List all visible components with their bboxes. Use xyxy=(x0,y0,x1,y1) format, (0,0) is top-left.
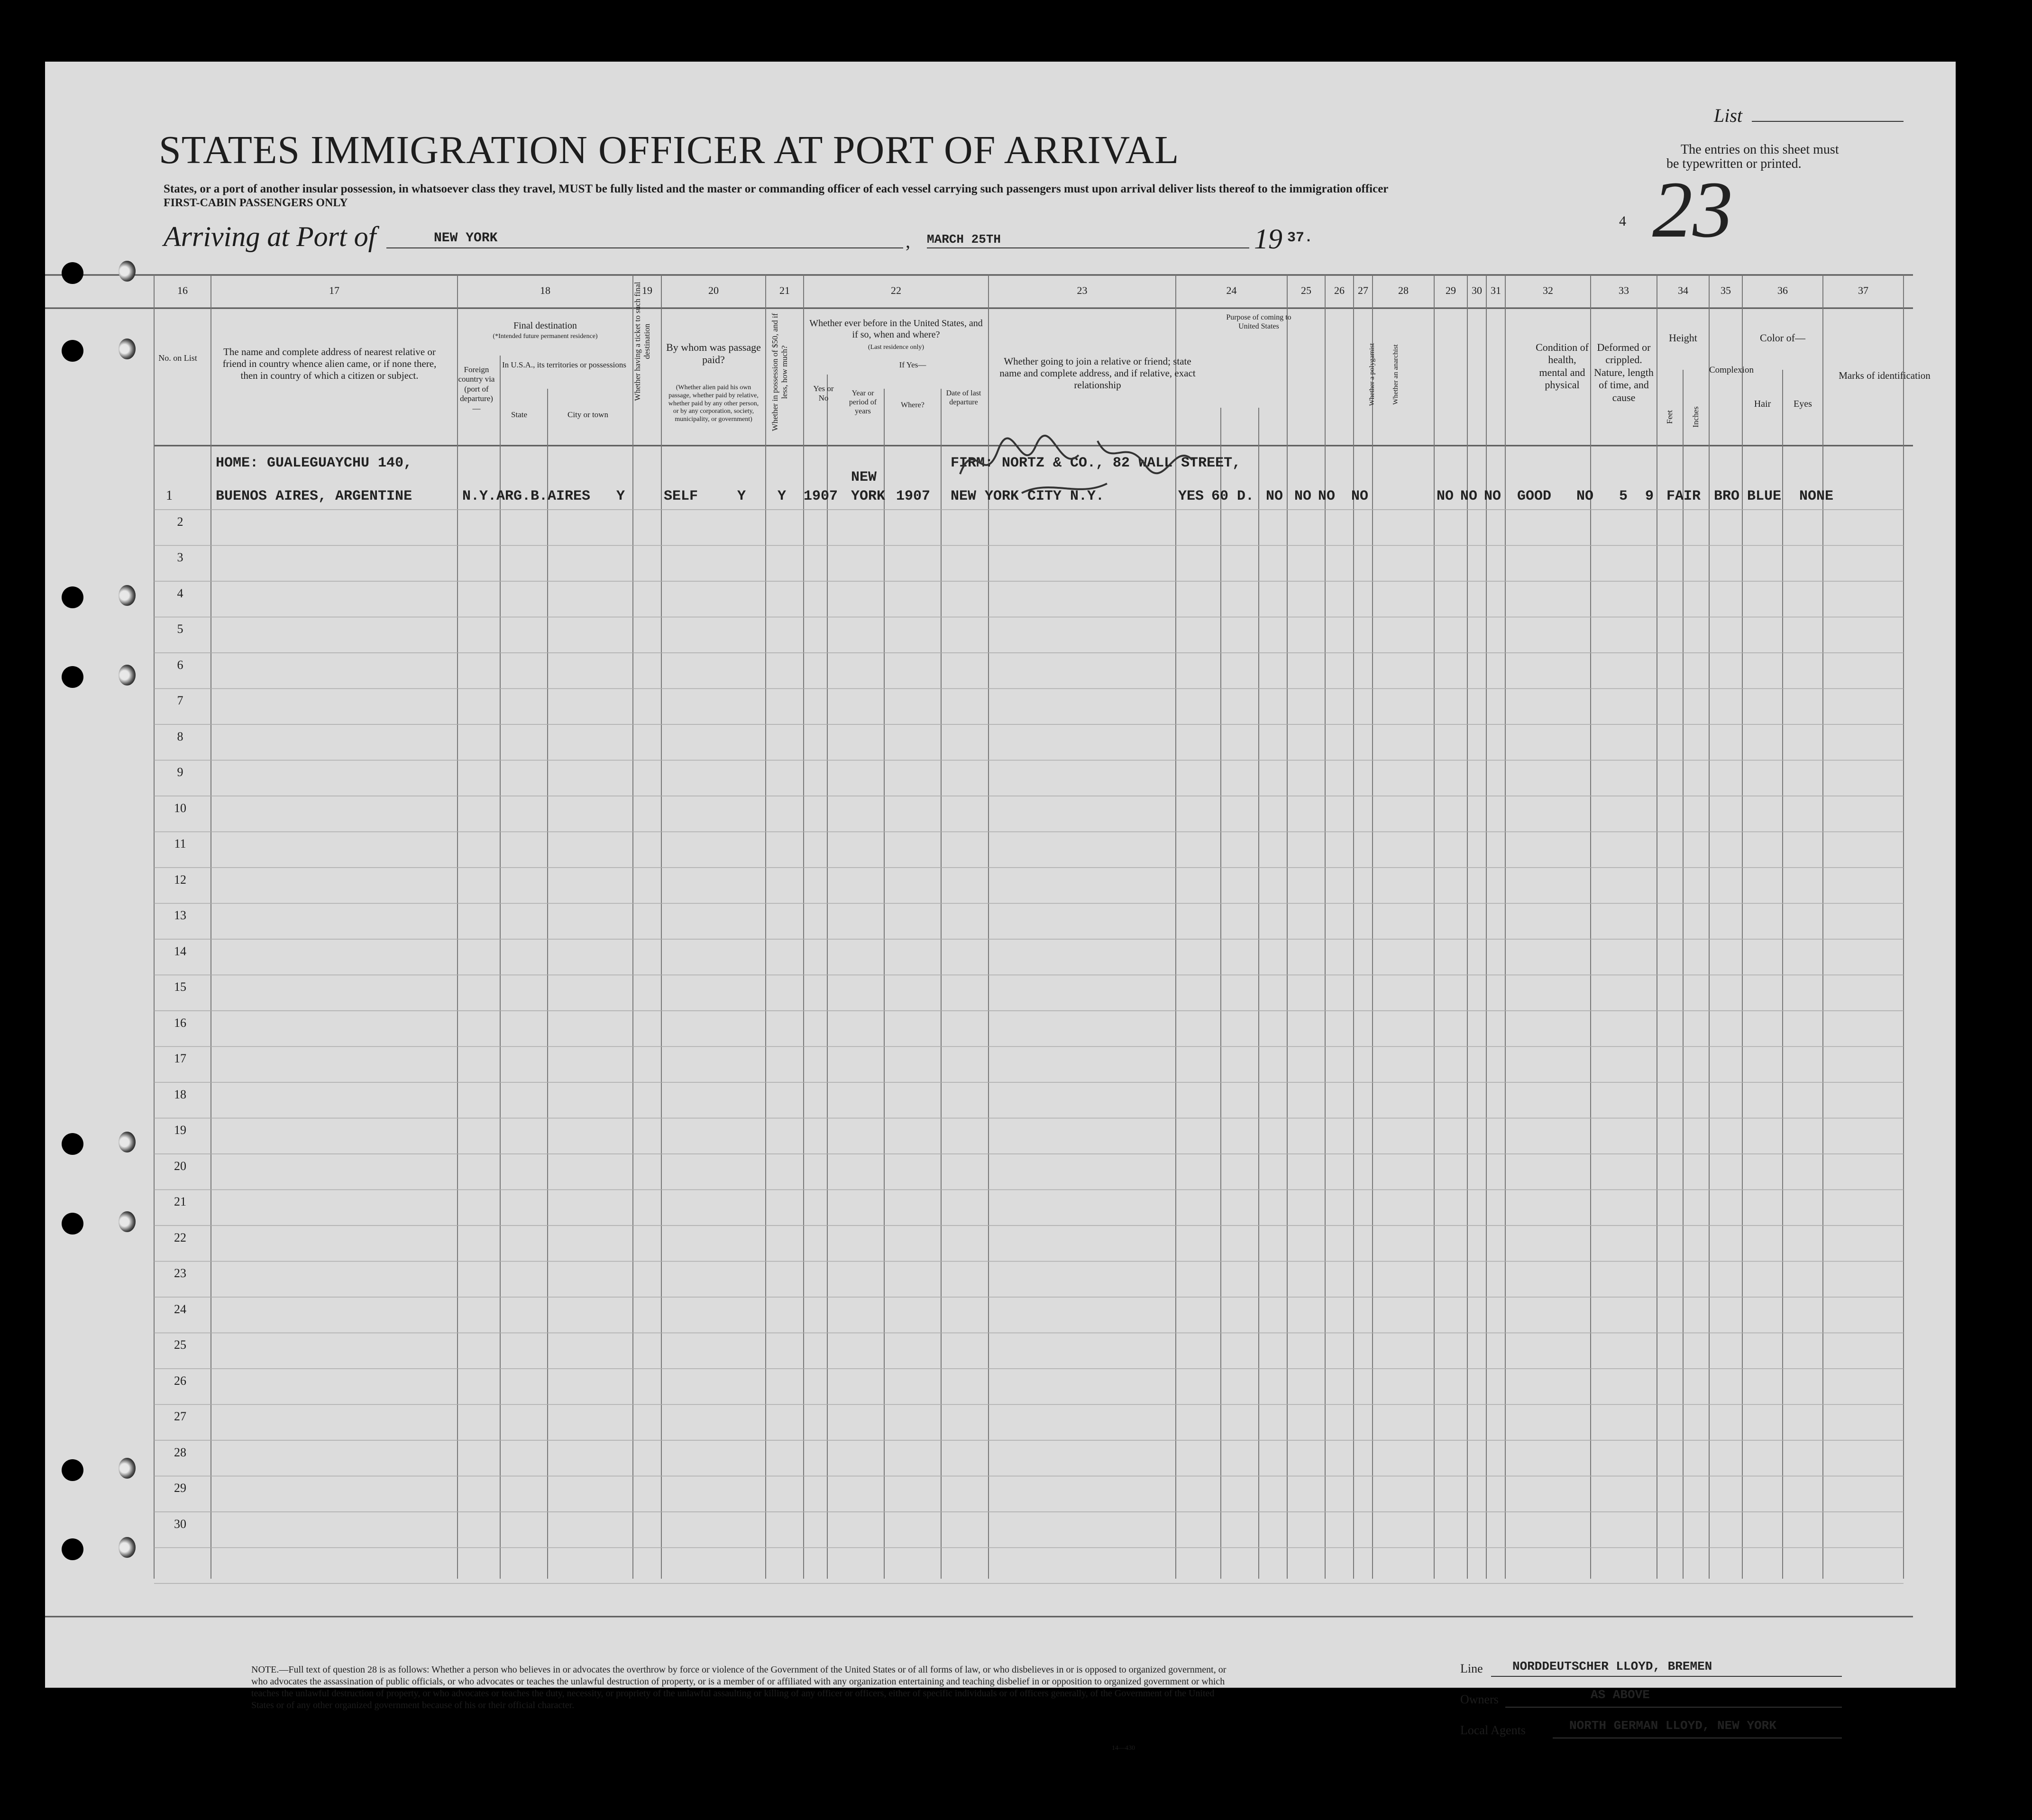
col-18-state: State xyxy=(511,410,527,419)
arrival-date: MARCH 25TH xyxy=(927,232,1001,247)
binder-hole xyxy=(62,666,83,688)
col-36-label: Color of— xyxy=(1760,332,1805,344)
row-number: 23 xyxy=(174,1266,186,1280)
line-value: NORDDEUTSCHER LLOYD, BREMEN xyxy=(1512,1659,1712,1674)
col-18-sub: (*Intended future permanent residence) xyxy=(493,333,598,340)
agents-label: Local Agents xyxy=(1460,1723,1526,1737)
row1-address-line1: HOME: GUALEGUAYCHU 140, xyxy=(216,455,412,471)
col-34-feet: Feet xyxy=(1665,410,1674,424)
row1-feet: 5 xyxy=(1619,488,1628,504)
agents-value: NORTH GERMAN LLOYD, NEW YORK xyxy=(1569,1719,1776,1733)
sheet-number-small: 4 xyxy=(1619,213,1626,229)
binder-hole xyxy=(62,1213,83,1235)
row1-deformed: NO xyxy=(1576,488,1594,504)
col-16-label: No. on List xyxy=(158,353,197,363)
binder-hole-reinforcement xyxy=(119,1537,136,1558)
column-number: 23 xyxy=(1077,284,1088,296)
column-number: 19 xyxy=(642,284,652,296)
column-number: 27 xyxy=(1358,284,1368,296)
row1-complexion: FAIR xyxy=(1666,488,1701,504)
row1-c28: NO xyxy=(1351,488,1369,504)
row-number: 5 xyxy=(177,622,183,636)
col-27-label: Whether an anarchist xyxy=(1392,344,1400,405)
comma: , xyxy=(906,230,910,252)
row1-length: 60 D. xyxy=(1211,488,1254,504)
row1-c29: NO xyxy=(1437,488,1454,504)
row-number: 20 xyxy=(174,1159,186,1173)
row-number: 8 xyxy=(177,729,183,743)
binder-hole-reinforcement xyxy=(119,585,136,606)
column-number: 26 xyxy=(1334,284,1345,296)
arrival-port: NEW YORK xyxy=(434,231,498,246)
row1-c31: NO xyxy=(1484,488,1501,504)
col-36-hair: Hair xyxy=(1754,399,1771,409)
footer-note: NOTE.—Full text of question 28 is as follows: Whether a person who believes in or advocates the overthrow by force or violence of the Government of the United States or of all forms of law, or who disbelieves in or is opposed to organized government, or who advocates the assassination of public officials, or who advocates or teaches the unlawful destruction of property, or is a member of or affiliated with any organization entertaining and teaching disbelief in or opposition to organized government or which teaches the unlawful destruction of property, or who advocates or teaches the duty, necessity, or propriety of the unlawful assaulting or killing of any officer or officers, either of specific individuals or of officers generally, of the Government of the United States or of any other organized government because of his or their official character. xyxy=(251,1665,1227,1710)
row-number: 2 xyxy=(177,514,183,529)
column-number: 24 xyxy=(1226,284,1237,296)
binder-hole-reinforcement xyxy=(119,338,136,359)
col-34-inches: Inches xyxy=(1691,406,1700,428)
row-number: 30 xyxy=(174,1517,186,1531)
row-number: 6 xyxy=(177,658,183,672)
row-number: 26 xyxy=(174,1373,186,1388)
row1-inches: 9 xyxy=(1645,488,1654,504)
column-number: 30 xyxy=(1472,284,1482,296)
column-number: 17 xyxy=(329,284,339,296)
row-number: 18 xyxy=(174,1087,186,1101)
row-number: 11 xyxy=(174,837,186,851)
binder-hole xyxy=(62,1459,83,1481)
typewritten-note-1: The entries on this sheet must xyxy=(1681,142,1839,157)
row1-money: Y xyxy=(737,488,746,504)
binder-hole-reinforcement xyxy=(119,665,136,686)
column-number: 28 xyxy=(1398,284,1409,296)
col-23-label: Whether going to join a relative or friend; state name and complete address, and if relative, exact relationship xyxy=(999,356,1196,391)
row-number: 29 xyxy=(174,1481,186,1495)
manifest-grid xyxy=(45,62,1956,1688)
col-37-label: Marks of identification xyxy=(1839,370,1931,381)
row1-health: GOOD xyxy=(1517,488,1552,504)
row1-been-before: Y xyxy=(778,488,787,504)
row-number: 10 xyxy=(174,801,186,815)
binder-hole xyxy=(62,586,83,608)
column-number: 18 xyxy=(540,284,550,296)
column-number: 35 xyxy=(1721,284,1731,296)
row1-destination: N.Y.ARG.B.AIRES xyxy=(462,488,591,504)
binder-hole-reinforcement xyxy=(119,1211,136,1232)
column-number: 29 xyxy=(1446,284,1456,296)
col-21-label: Whether in possession of $50, and if less, how much? xyxy=(770,313,789,431)
row1-eyes: BLUE xyxy=(1747,488,1782,504)
row-number: 21 xyxy=(174,1195,186,1208)
column-number: 37 xyxy=(1858,284,1868,296)
col-22-label: Whether ever before in the United States, and if so, when and where? xyxy=(809,318,983,340)
col-18-usa: In U.S.A., its territories or possessions xyxy=(502,360,627,369)
column-number: 22 xyxy=(891,284,901,296)
column-number: 16 xyxy=(177,284,188,296)
binder-hole xyxy=(62,1538,83,1560)
year-prefix: 19 xyxy=(1254,223,1282,255)
binder-hole xyxy=(62,1133,83,1155)
row-number: 13 xyxy=(174,908,186,922)
typewritten-note-2: be typewritten or printed. xyxy=(1666,156,1802,171)
row-number: 25 xyxy=(174,1338,186,1352)
row-number: 15 xyxy=(174,980,186,994)
col-17-label: The name and complete address of nearest relative or friend in country whence alien came, or if none there, then in country of which a citizen or subject. xyxy=(222,346,437,382)
column-number: 32 xyxy=(1543,284,1553,296)
col-22-year: Year or period of years xyxy=(849,389,877,416)
row1-c27: NO xyxy=(1318,488,1336,504)
row-number: 16 xyxy=(174,1015,186,1030)
column-number: 36 xyxy=(1777,284,1788,296)
row-number: 27 xyxy=(174,1409,186,1423)
row1-c26: NO xyxy=(1294,488,1312,504)
row-number: 19 xyxy=(174,1123,186,1137)
row1-marks: NONE xyxy=(1799,488,1834,504)
column-number: 33 xyxy=(1619,284,1629,296)
line-label: Line xyxy=(1460,1662,1483,1675)
row1-c25: NO xyxy=(1266,488,1283,504)
handwritten-signature xyxy=(955,422,1202,503)
row1-number: 1 xyxy=(166,488,173,503)
owners-underline xyxy=(1505,1707,1842,1708)
row1-address-line2: BUENOS AIRES, ARGENTINE xyxy=(216,488,412,504)
row1-hair: BRO xyxy=(1714,488,1740,504)
row1-passage: SELF xyxy=(664,488,698,504)
column-number: 25 xyxy=(1301,284,1311,296)
page-title: STATES IMMIGRATION OFFICER AT PORT OF ARRIVAL xyxy=(159,128,1180,172)
year-suffix: 37. xyxy=(1287,230,1313,246)
first-cabin-label: FIRST-CABIN PASSENGERS ONLY xyxy=(164,197,348,209)
row-number: 24 xyxy=(174,1302,186,1316)
row-number: 12 xyxy=(174,872,186,887)
row1-where-line2: YORK xyxy=(851,488,886,504)
col-20-label: By whom was passage paid? xyxy=(666,341,761,366)
binder-hole-reinforcement xyxy=(119,1132,136,1152)
list-label: List xyxy=(1714,105,1743,126)
binder-hole xyxy=(62,262,83,284)
row1-where-line1: NEW xyxy=(851,469,877,485)
col-22-where: Where? xyxy=(901,401,924,409)
col-22-departure: Date of last departure xyxy=(946,389,981,407)
column-number: 34 xyxy=(1678,284,1688,296)
row-number: 9 xyxy=(177,765,183,779)
col-20-sub: (Whether alien paid his own passage, whether paid by relative, whether paid by any other person, or by any corporation, society, municipality, or government) xyxy=(668,384,759,423)
row-number: 4 xyxy=(177,586,183,600)
col-22-sub: (Last residence only) xyxy=(868,344,924,351)
row-number: 14 xyxy=(174,944,186,958)
line-underline xyxy=(1491,1676,1842,1677)
row-number: 22 xyxy=(174,1230,186,1244)
row1-join-line2: NEW YORK CITY N.Y. xyxy=(951,488,1105,504)
arriving-label: Arriving at Port of xyxy=(164,221,376,252)
col-24-label: Purpose of coming to United States xyxy=(1226,313,1291,331)
binder-hole xyxy=(62,340,83,362)
column-number: 31 xyxy=(1491,284,1501,296)
col-22-yes-no: Yes or No xyxy=(813,384,834,403)
row1-c30: NO xyxy=(1460,488,1478,504)
col-26-label: Whether a polygamist xyxy=(1368,343,1376,406)
binder-hole-reinforcement xyxy=(119,261,136,282)
sheet-number-handwritten: 23 xyxy=(1652,165,1733,254)
row1-join-line1: FIRM: NORTZ & CO., 82 WALL STREET, xyxy=(951,455,1241,471)
row1-ticket: Y xyxy=(616,488,625,504)
col-19-label: Whether having a ticket to such final destination xyxy=(633,282,652,401)
header-instructions: States, or a port of another insular possession, in whatsoever class they travel, MUST be fully listed and the master or commanding officer of each vessel carrying such passengers must upon arrival deliver lists thereof to the immigration officer xyxy=(164,183,1389,195)
owners-label: Owners xyxy=(1460,1692,1499,1706)
row-number: 28 xyxy=(174,1445,186,1459)
row1-purpose: YES xyxy=(1178,488,1204,504)
col-34-label: Height xyxy=(1669,332,1697,344)
row1-year: 1907 xyxy=(804,488,838,504)
col-18-city: City or town xyxy=(567,410,608,419)
col-22-if-yes: If Yes— xyxy=(899,360,926,369)
binder-hole-reinforcement xyxy=(119,1458,136,1479)
owners-value: AS ABOVE xyxy=(1591,1688,1650,1702)
col-36-eyes: Eyes xyxy=(1794,399,1812,409)
row-number: 17 xyxy=(174,1052,186,1065)
col-32-label: Condition of health, mental and physical xyxy=(1536,341,1589,391)
col-18-label: Final destination xyxy=(513,320,577,331)
row-number: 3 xyxy=(177,550,183,564)
manifest-page xyxy=(45,62,1956,1752)
row1-last-departure: 1907 xyxy=(896,488,931,504)
column-number: 21 xyxy=(779,284,790,296)
column-number: 20 xyxy=(708,284,719,296)
col-35-label: Complexion xyxy=(1709,365,1754,375)
col-18-foreign: Foreign country via (port of departure)— xyxy=(458,365,495,413)
row-number: 7 xyxy=(177,694,183,707)
form-number: 14—430 xyxy=(1112,1745,1135,1752)
col-33-label: Deformed or crippled. Nature, length of time, and cause xyxy=(1594,341,1654,403)
